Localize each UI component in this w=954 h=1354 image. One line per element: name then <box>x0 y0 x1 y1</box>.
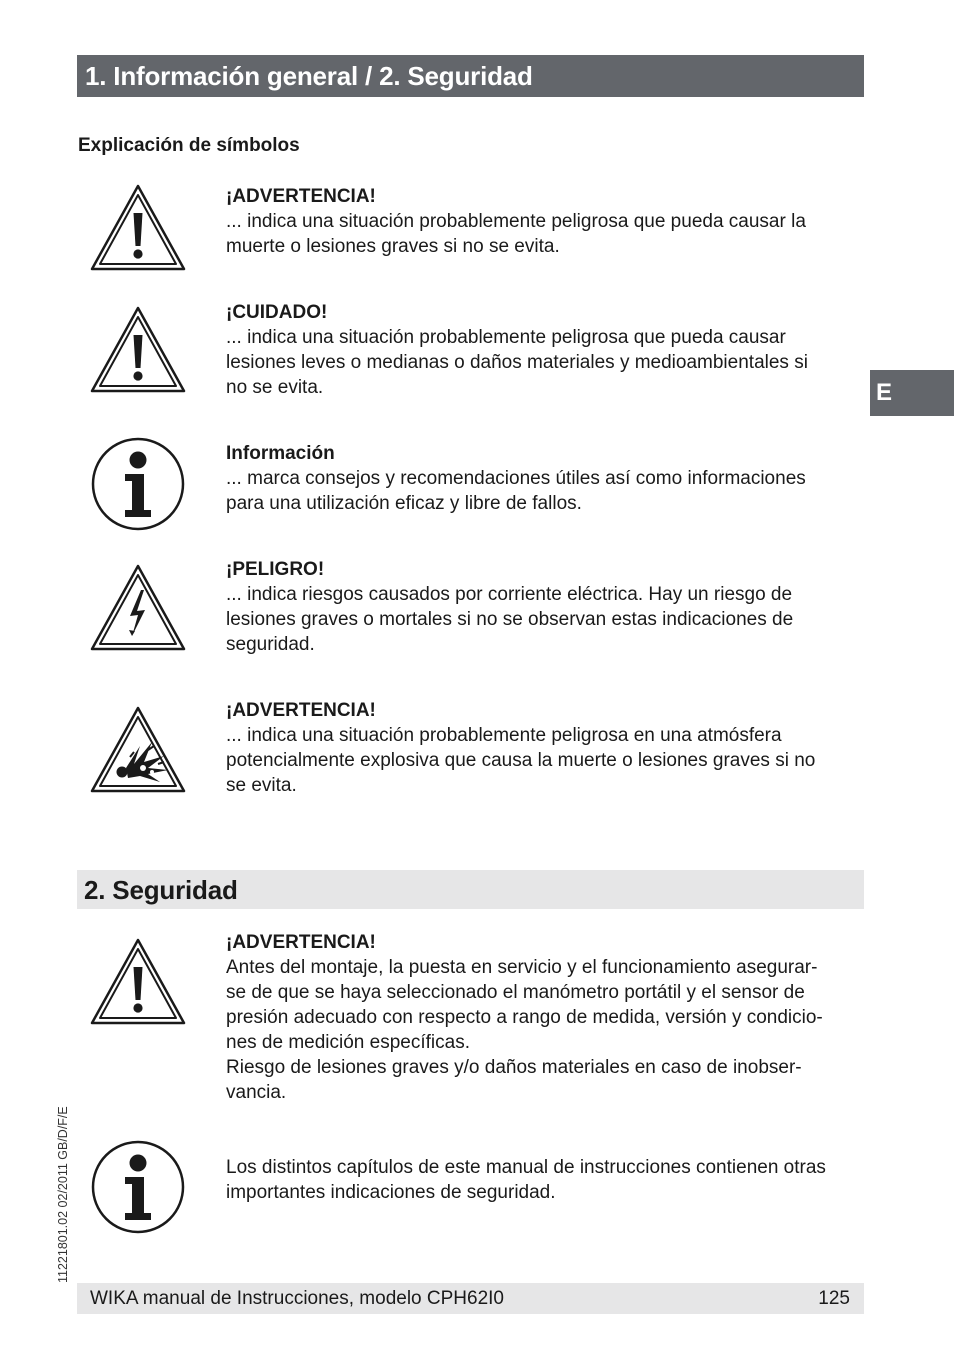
safety-info-text: Los distintos capítulos de este manual de instrucciones contienen otras importantes indicaciones de seguridad. <box>226 1157 826 1203</box>
symbol-title: ¡ADVERTENCIA! <box>226 186 376 207</box>
safety-info <box>226 1155 871 1205</box>
symbol-item-warning <box>226 184 866 259</box>
safety-warning-title: ¡ADVERTENCIA! <box>226 932 376 953</box>
symbol-item-caution <box>226 300 866 400</box>
symbol-item-explosion-warning <box>226 698 866 798</box>
symbol-item-danger <box>226 557 866 657</box>
language-tab: E <box>870 370 954 416</box>
symbol-description: ... marca consejos y recomendaciones útiles así como informaciones para una utilización eficaz y libre de fallos. <box>226 468 806 514</box>
symbol-description: ... indica una situación probablemente peligrosa que pueda causar la muerte o lesiones graves si no se evita. <box>226 211 806 257</box>
electric-hazard-icon <box>88 560 188 660</box>
warning-triangle-icon <box>88 934 188 1034</box>
symbol-title: Información <box>226 443 335 464</box>
section-header: 1. Información general / 2. Seguridad <box>77 55 864 97</box>
safety-warning <box>226 930 866 1105</box>
document-code: 11221801.02 02/2011 GB/D/F/E <box>56 1106 70 1283</box>
page-number: 125 <box>818 1288 850 1309</box>
footer-text: WIKA manual de Instrucciones, modelo CPH62I0 <box>90 1288 504 1309</box>
symbol-item-information <box>226 441 866 516</box>
symbol-title: ¡ADVERTENCIA! <box>226 700 376 721</box>
explosion-hazard-icon <box>88 702 188 802</box>
symbol-description: ... indica una situación probablemente peligrosa que pueda causar lesiones leves o medianas o daños materiales y medioambientales si no se evita. <box>226 327 808 398</box>
information-icon <box>88 434 188 534</box>
symbols-heading: Explicación de símbolos <box>78 135 300 156</box>
information-icon <box>88 1137 188 1237</box>
symbol-title: ¡PELIGRO! <box>226 559 325 580</box>
safety-warning-text: Antes del montaje, la puesta en servicio y el funcionamiento asegurar- se de que se haya seleccionado el manómetro portátil y el sensor de presión adecuado con respecto a rango de medida, versión y condicio- nes de medición específicas. Riesgo de lesiones graves y/o daños materiales en caso de inobser- vancia. <box>226 957 823 1103</box>
symbol-description: ... indica una situación probablemente peligrosa en una atmósfera potencialmente explosiva que causa la muerte o lesiones graves si no se evita. <box>226 725 816 796</box>
section-title-seguridad: 2. Seguridad <box>77 870 864 909</box>
warning-triangle-icon <box>88 180 188 280</box>
symbol-description: ... indica riesgos causados por corriente eléctrica. Hay un riesgo de lesiones graves o mortales si no se observan estas indicaciones de seguridad. <box>226 584 794 655</box>
page-footer <box>77 1283 864 1314</box>
symbol-title: ¡CUIDADO! <box>226 302 328 323</box>
caution-triangle-icon <box>88 302 188 402</box>
